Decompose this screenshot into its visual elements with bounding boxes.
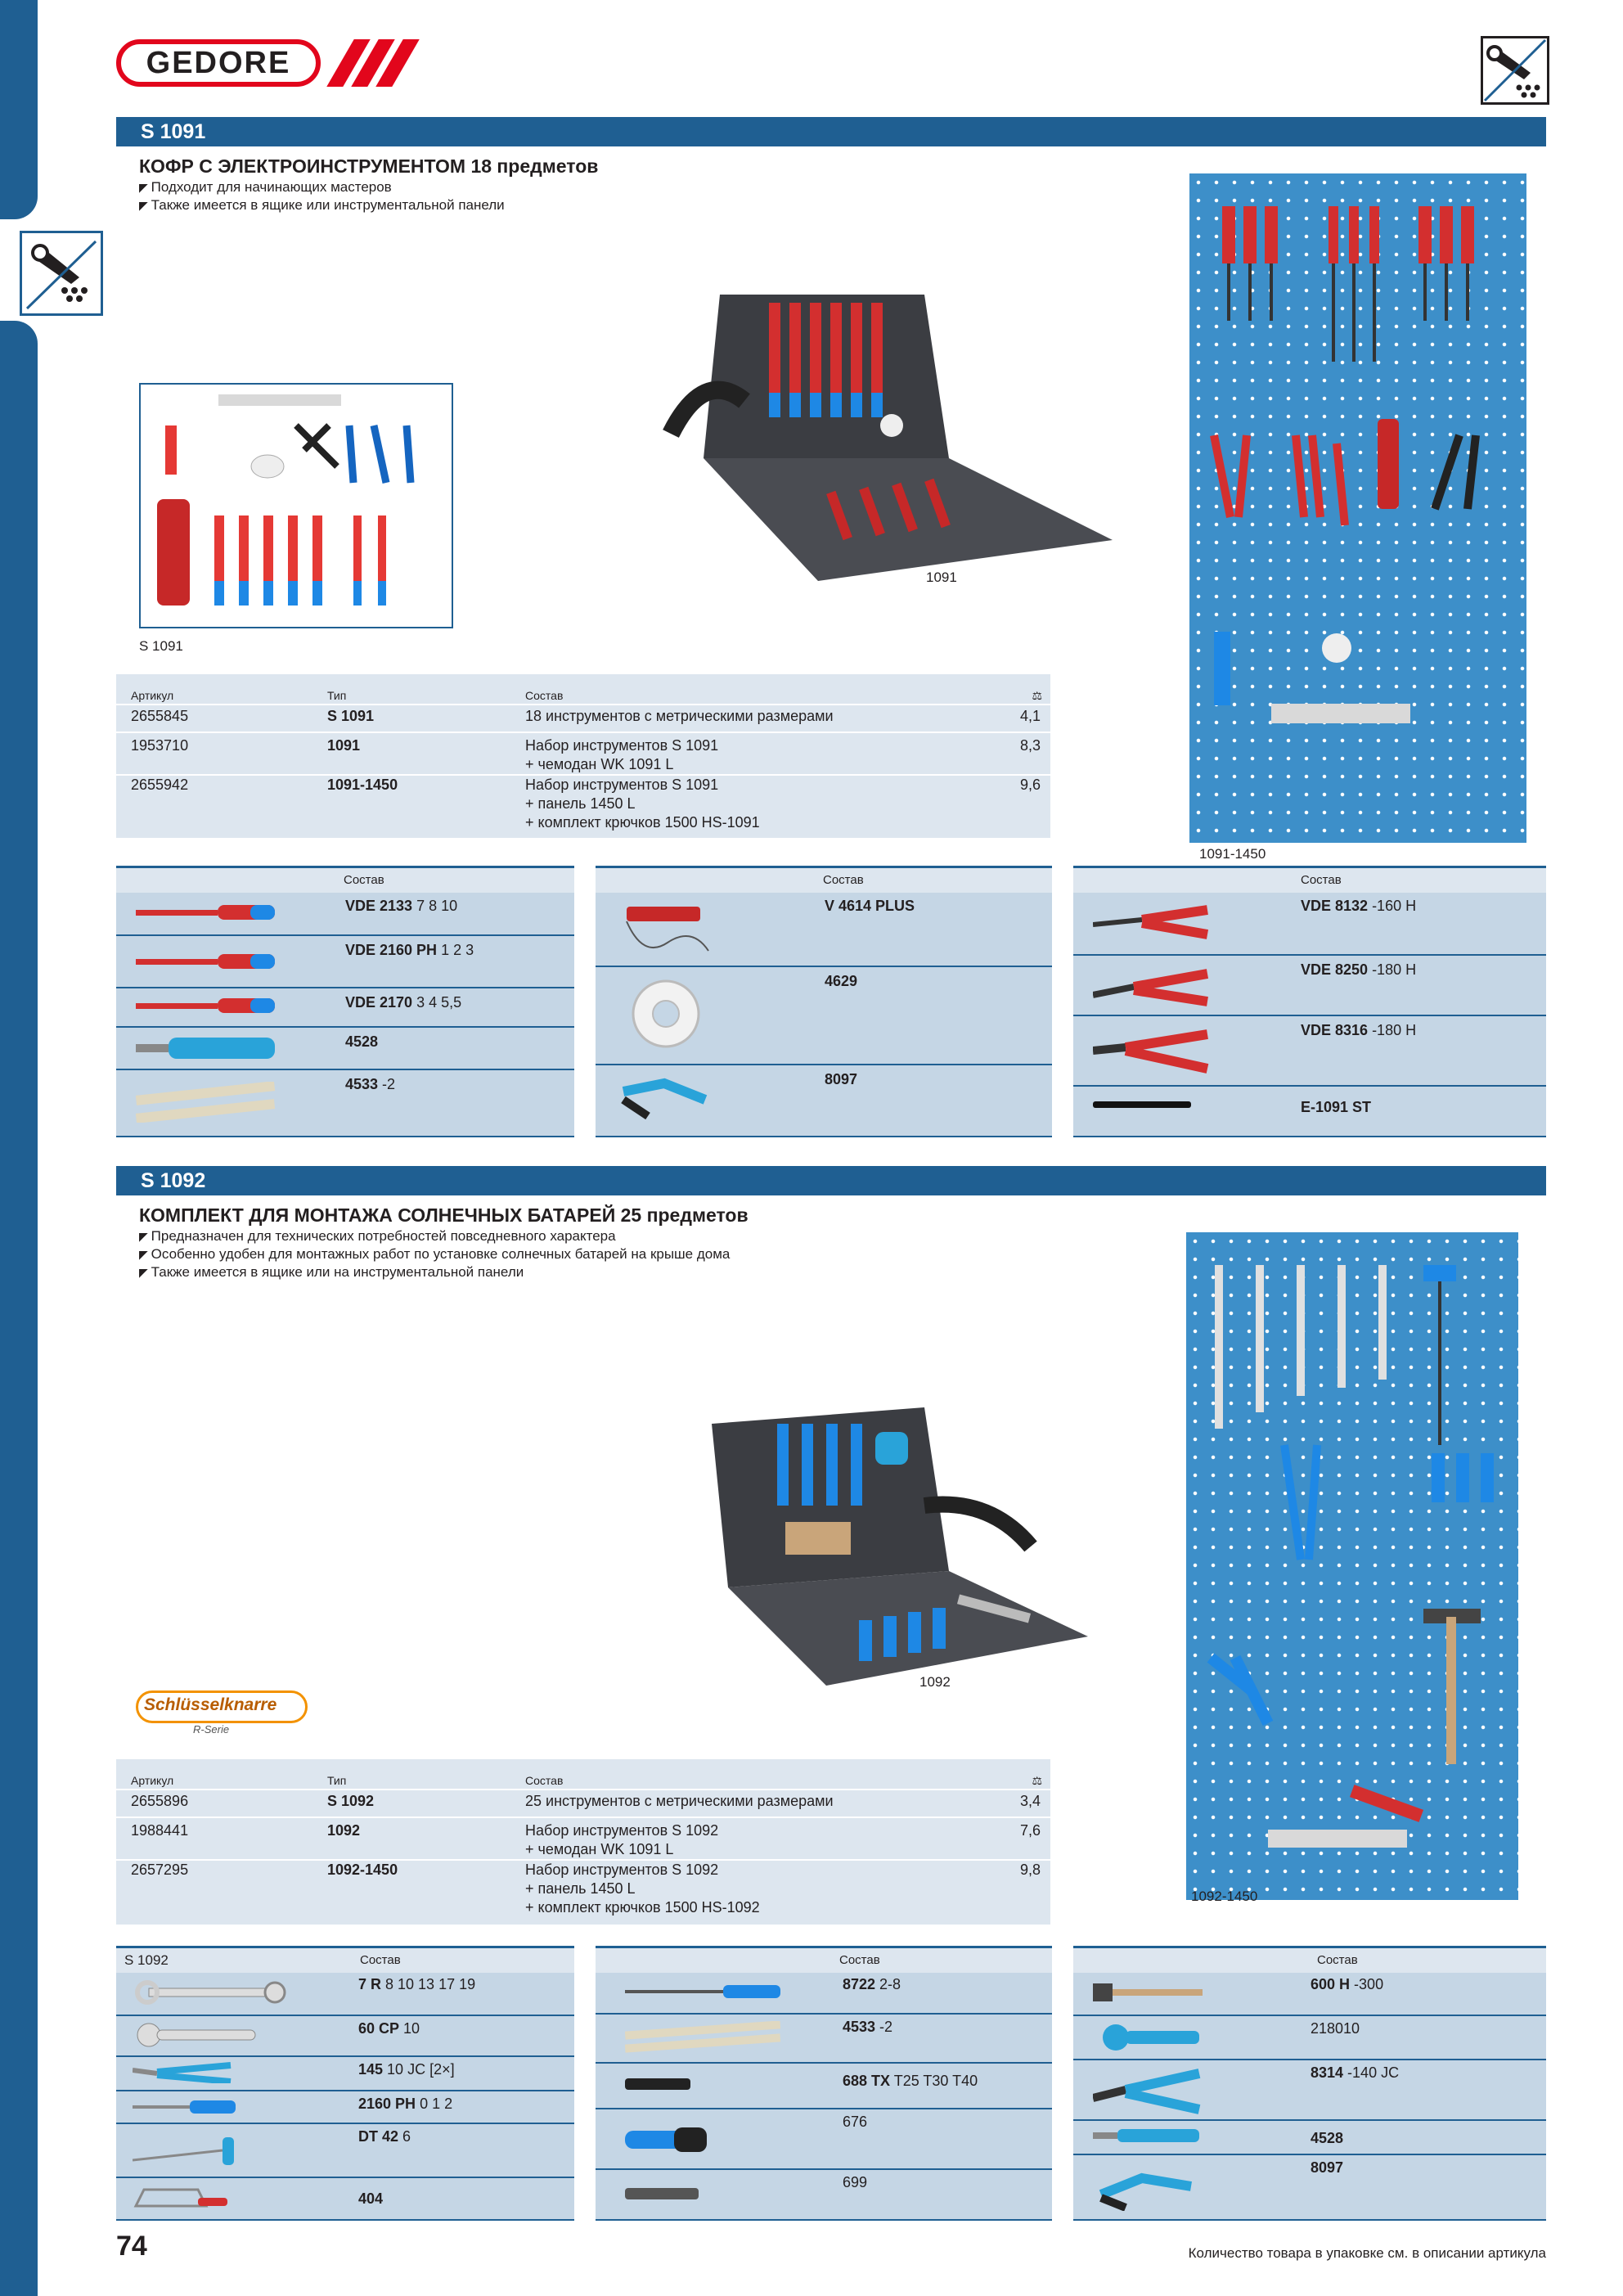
- article-table: [116, 1759, 1050, 1925]
- cell-type: S 1092: [327, 1793, 375, 1809]
- component-row: [1073, 1085, 1546, 1134]
- product-code: V 4614 PLUS: [825, 898, 915, 914]
- cell-weight: 8,3: [1019, 737, 1041, 754]
- component-row: [1073, 954, 1546, 1016]
- cell-contents: 25 инструментов с метрическими размерами: [525, 1793, 834, 1809]
- set-label: S 1092: [124, 1952, 169, 1968]
- set-caption: S 1091: [139, 638, 183, 654]
- product-sizes: 0 1 2: [416, 2096, 453, 2112]
- component-row: [116, 2055, 574, 2091]
- brand-logo: GEDORE: [116, 39, 321, 87]
- product-sizes: 10: [399, 2020, 420, 2037]
- water-pump-pliers-icon: [133, 2062, 239, 2083]
- case-caption: 1091: [926, 569, 957, 585]
- col-header-type: Тип: [327, 689, 347, 702]
- wire-stripper-icon: [1093, 2162, 1199, 2211]
- cell-article: 2655845: [131, 708, 189, 724]
- product-sizes: 3 4 5,5: [412, 994, 462, 1011]
- cell-type: 1092-1450: [327, 1862, 398, 1878]
- cell-contents: Набор инструментов S 1091: [525, 737, 719, 754]
- feature-bullet: ◤ Подходит для начинающих мастеров: [139, 178, 392, 196]
- cell-contents: Набор инструментов S 1091: [525, 777, 719, 793]
- case-photo: [679, 1391, 1104, 1694]
- voltage-tester-icon: [618, 902, 725, 959]
- bit-holder-icon: [625, 2119, 715, 2157]
- cell-contents: + панель 1450 L: [525, 795, 636, 812]
- product-sizes: -2: [378, 1076, 396, 1092]
- component-row: [596, 2062, 1052, 2109]
- marker-icon: [1093, 1096, 1199, 1113]
- comp-header: Состав: [823, 873, 864, 887]
- product-code: 8097: [825, 1071, 858, 1087]
- ratchet-wrench-icon: [133, 1980, 288, 2005]
- comp-header: Состав: [1317, 1953, 1358, 1967]
- hacksaw-icon: [133, 2185, 231, 2209]
- comp-header: Состав: [360, 1953, 401, 1967]
- screwdriver-icon: [133, 2098, 239, 2116]
- component-row: [116, 1069, 574, 1134]
- cell-type: 1091: [327, 737, 361, 754]
- cell-type: 1091-1450: [327, 777, 398, 793]
- cell-contents: Набор инструментов S 1092: [525, 1862, 719, 1878]
- tools-category-icon: [1481, 36, 1549, 105]
- cell-contents: + панель 1450 L: [525, 1880, 636, 1897]
- col-header-article: Артикул: [131, 1774, 174, 1787]
- product-code: VDE 8250: [1301, 961, 1369, 978]
- product-sizes: 10 JC [2×]: [383, 2061, 455, 2078]
- cell-weight: 4,1: [1019, 708, 1041, 724]
- weight-icon: ⚖: [1032, 689, 1042, 702]
- feature-bullet: ◤ Также имеется в ящике или инструментальной панели: [139, 196, 505, 214]
- col-header-contents: Состав: [525, 689, 564, 702]
- product-sizes: T25 T30 T40: [890, 2073, 978, 2089]
- component-row: [116, 987, 574, 1028]
- case-photo: [654, 270, 1113, 597]
- components-box-3: [1073, 866, 1546, 1137]
- product-sizes: -300: [1350, 1976, 1384, 1992]
- screwdriver-icon: [136, 902, 283, 923]
- product-sizes: 676: [843, 2114, 868, 2130]
- component-row: [596, 2108, 1052, 2170]
- screwdriver-icon: [136, 951, 283, 972]
- test-screwdriver-icon: [625, 2021, 789, 2054]
- cell-article: 2655942: [131, 777, 189, 793]
- cell-contents: + комплект крючков 1500 HS-1091: [525, 814, 760, 831]
- cable-knife-icon: [1093, 2127, 1207, 2145]
- product-code: 8314: [1311, 2064, 1344, 2081]
- component-row: [1073, 1015, 1546, 1087]
- component-row: [116, 890, 574, 936]
- component-row: [596, 2168, 1052, 2217]
- hammer-icon: [1093, 1980, 1207, 2005]
- product-code: 4533: [345, 1076, 379, 1092]
- wire-stripper-icon: [615, 1075, 713, 1124]
- cell-weight: 3,4: [1019, 1793, 1041, 1809]
- product-code: 7 R: [358, 1976, 382, 1992]
- weight-icon: ⚖: [1032, 1774, 1042, 1787]
- product-code: 4528: [345, 1033, 379, 1050]
- product-code: 8097: [1311, 2159, 1344, 2176]
- product-code: 404: [358, 2190, 384, 2207]
- cell-weight: 9,8: [1019, 1862, 1041, 1878]
- product-code: VDE 8316: [1301, 1022, 1369, 1038]
- product-code: 4528: [1311, 2130, 1344, 2146]
- components-box-1: [116, 866, 574, 1137]
- panel-caption: 1091-1450: [1199, 846, 1266, 862]
- badge-subtext: R-Serie: [193, 1723, 230, 1736]
- product-code: 600 H: [1311, 1976, 1351, 1992]
- side-band-bottom: [0, 321, 38, 2296]
- component-row: [116, 2123, 574, 2178]
- feature-bullet: ◤ Предназначен для технических потребностей повседневного характера: [139, 1227, 616, 1245]
- component-row: [116, 2090, 574, 2124]
- feature-bullet: ◤ Также имеется в ящике или на инструментальной панели: [139, 1263, 524, 1281]
- components-box-3: [1073, 1946, 1546, 2221]
- badge-text: Schlüsselknarre: [144, 1695, 277, 1714]
- components-box-1: [116, 1946, 574, 2221]
- cell-contents: 18 инструментов с метрическими размерами: [525, 708, 834, 724]
- cell-article: 1988441: [131, 1822, 189, 1839]
- cell-weight: 7,6: [1019, 1822, 1041, 1839]
- product-code: 8722: [843, 1976, 876, 1992]
- cable-knife-icon: [136, 1034, 283, 1060]
- t-handle-key-icon: [133, 2132, 247, 2168]
- product-code: VDE 2170: [345, 994, 413, 1011]
- tool-panel-photo: [1189, 173, 1526, 843]
- col-header-type: Тип: [327, 1774, 347, 1787]
- component-row: [596, 966, 1052, 1065]
- case-caption: 1092: [919, 1674, 951, 1690]
- product-code: E-1091 ST: [1301, 1099, 1372, 1115]
- component-row: [596, 1064, 1052, 1134]
- bit-icon: [625, 2185, 707, 2203]
- product-sizes: 6: [398, 2128, 411, 2145]
- product-code: 2160 PH: [358, 2096, 416, 2112]
- tool-panel-photo: [1186, 1232, 1518, 1900]
- panel-caption: 1092-1450: [1191, 1889, 1258, 1904]
- product-code: 688 TX: [843, 2073, 891, 2089]
- cell-contents: + чемодан WK 1091 L: [525, 756, 674, 772]
- component-row: [116, 1970, 574, 2016]
- footer-note: Количество товара в упаковке см. в описании артикула: [1188, 2245, 1546, 2261]
- component-row: [596, 890, 1052, 967]
- pipe-cutter-icon: [1093, 2021, 1207, 2054]
- col-header-article: Артикул: [131, 689, 174, 702]
- product-sizes: -180 H: [1368, 1022, 1417, 1038]
- insulating-tape-icon: [625, 977, 707, 1051]
- cell-article: 2657295: [131, 1862, 189, 1878]
- product-code: 145: [358, 2061, 384, 2078]
- section-title: КОМПЛЕКТ ДЛЯ МОНТАЖА СОЛНЕЧНЫХ БАТАРЕЙ 25 предметов: [139, 1204, 749, 1226]
- component-row: [1073, 2119, 1546, 2155]
- cutter-icon: [1093, 2065, 1207, 2114]
- component-row: [1073, 2015, 1546, 2060]
- set-photo: [139, 383, 453, 628]
- component-row: [596, 1970, 1052, 2015]
- bit-icon: [625, 2073, 707, 2095]
- product-code: VDE 8132: [1301, 898, 1369, 914]
- cell-contents: + чемодан WK 1091 L: [525, 1841, 674, 1857]
- components-box-2: [596, 866, 1052, 1137]
- adjustable-wrench-icon: [133, 2023, 263, 2047]
- product-code: VDE 2160 PH: [345, 942, 438, 958]
- component-row: [1073, 2059, 1546, 2121]
- cutter-icon: [1093, 1026, 1216, 1075]
- cell-weight: 9,6: [1019, 777, 1041, 793]
- product-sizes: -2: [875, 2019, 893, 2035]
- tools-category-icon: [20, 231, 103, 316]
- page-number: 74: [116, 2231, 147, 2262]
- pliers-icon: [1093, 902, 1216, 943]
- side-band-top: [0, 0, 38, 219]
- component-row: [1073, 1970, 1546, 2016]
- cell-type: S 1091: [327, 708, 375, 724]
- product-sizes: -160 H: [1368, 898, 1417, 914]
- component-row: [116, 2177, 574, 2217]
- pliers-icon: [1093, 966, 1216, 1006]
- components-box-2: [596, 1946, 1052, 2221]
- product-code: 4629: [825, 973, 858, 989]
- product-code: 60 CP: [358, 2020, 400, 2037]
- component-row: [1073, 890, 1546, 956]
- article-table: [116, 674, 1050, 838]
- screwdriver-icon: [136, 995, 283, 1016]
- product-sizes: -180 H: [1368, 961, 1417, 978]
- comp-header: Состав: [1301, 873, 1342, 887]
- comp-header: Состав: [344, 873, 384, 887]
- product-sizes: 2-8: [875, 1976, 901, 1992]
- test-screwdriver-icon: [136, 1082, 283, 1123]
- product-sizes: 8 10 13 17 19: [381, 1976, 476, 1992]
- product-sizes: 218010: [1311, 2020, 1360, 2037]
- component-row: [596, 2013, 1052, 2064]
- product-sizes: 1 2 3: [437, 942, 474, 958]
- comp-header: Состав: [839, 1953, 880, 1967]
- feature-bullet: ◤ Особенно удобен для монтажных работ по установке солнечных батарей на крыше дома: [139, 1245, 730, 1263]
- product-code: VDE 2133: [345, 898, 413, 914]
- cell-contents: Набор инструментов S 1092: [525, 1822, 719, 1839]
- cell-article: 2655896: [131, 1793, 189, 1809]
- product-sizes: -140 JC: [1343, 2064, 1400, 2081]
- section-bar: S 1091: [116, 117, 1546, 146]
- ratchet-wrench-badge: [136, 1690, 308, 1743]
- product-sizes: 699: [843, 2174, 868, 2190]
- section-bar: S 1092: [116, 1166, 1546, 1195]
- cell-contents: + комплект крючков 1500 HS-1092: [525, 1899, 760, 1916]
- section-title: КОФР С ЭЛЕКТРОИНСТРУМЕНТОМ 18 предметов: [139, 155, 599, 177]
- component-row: [116, 2015, 574, 2057]
- product-code: 4533: [843, 2019, 876, 2035]
- component-row: [116, 934, 574, 988]
- product-sizes: 7 8 10: [412, 898, 458, 914]
- component-row: [116, 1026, 574, 1070]
- screwdriver-icon: [625, 1982, 789, 2001]
- col-header-contents: Состав: [525, 1774, 564, 1787]
- product-code: DT 42: [358, 2128, 399, 2145]
- cell-article: 1953710: [131, 737, 189, 754]
- component-row: [1073, 2154, 1546, 2217]
- cell-type: 1092: [327, 1822, 361, 1839]
